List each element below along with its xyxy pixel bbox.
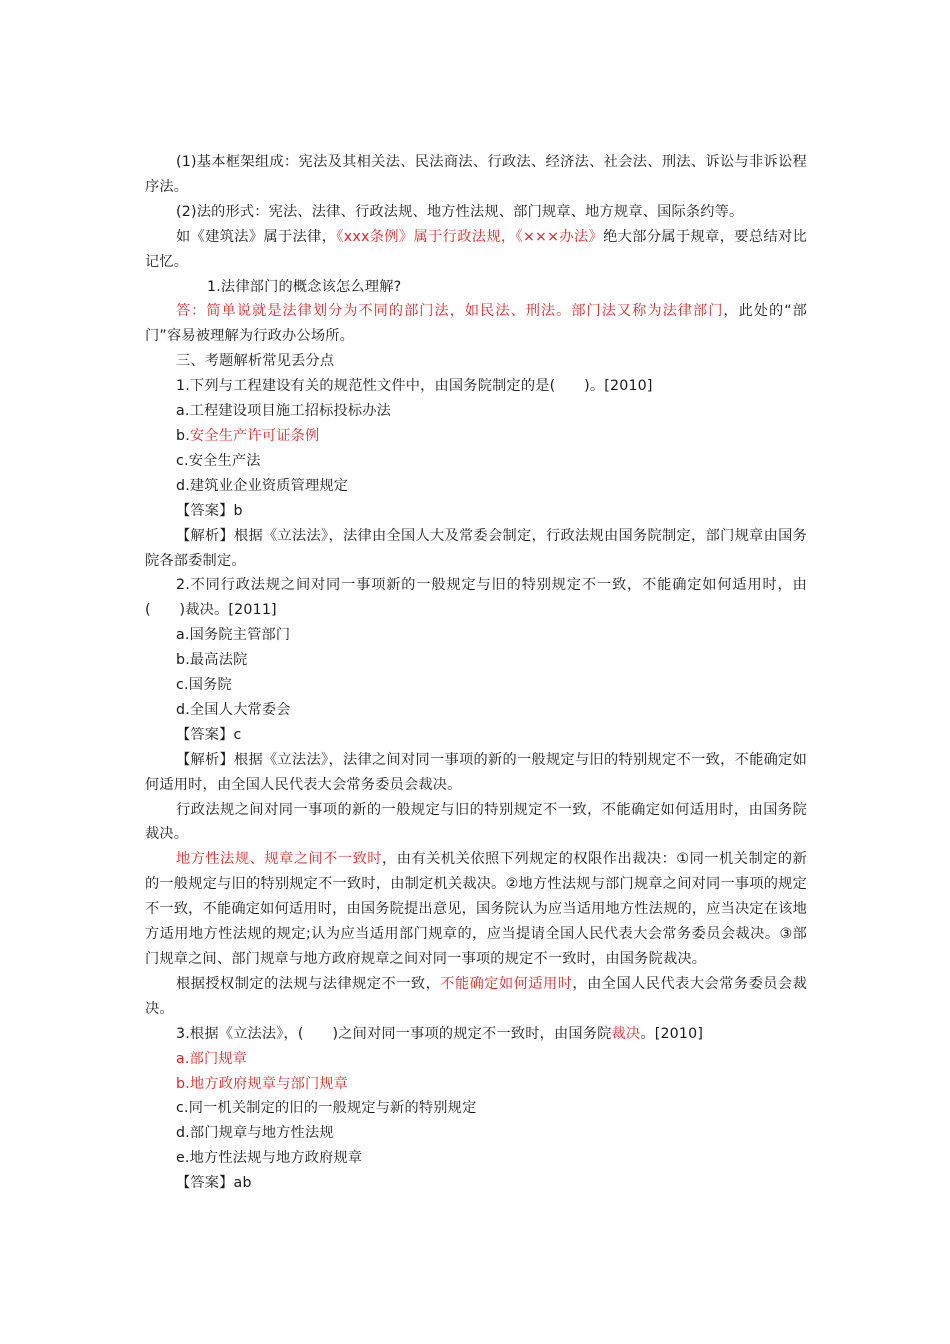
answer-dept-label: 答： [176,303,207,320]
q3-option-d: d.部门规章与地方性法规 [176,1125,334,1142]
paragraph-framework: (1)基本框架组成：宪法及其相关法、民法商法、行政法、经济法、社会法、刑法、诉讼与非诉讼程序法。 [145,154,807,195]
q3-answer: 【答案】ab [176,1175,252,1192]
q1-analysis: 【解析】根据《立法法》，法律由全国人大及常委会制定，行政法规由国务院制定，部门规章由国务院各部委制定。 [145,527,807,569]
q3-option-c: c.同一机关制定的旧的一般规定与新的特别规定 [176,1100,477,1117]
q1-option-a: a.工程建设项目施工招标投标办法 [176,403,392,420]
example-highlight: 《xxx条例》属于行政法规，《×××办法》 [336,228,604,245]
q1-stem: 1.下列与工程建设有关的规范性文件中，由国务院制定的是( )。[2010] [176,378,653,395]
q2-analysis-3-rest: ，由有关机关依照下列规定的权限作出裁决：①同一机关制定的新的一般规定与旧的特别规定不一致时，由制定机关裁决。②地方性法规与部门规章之间对同一事项的规定不一致，不能确定如何适用时，由国务院提出意见，国务院认为应当适用地方性法规的，应当决定在该地方适用地方性法规的规定;认为应当适用部门规章的，应当提请全国人民代表大会常务委员会裁决。③部门规章之间、部门规章与地方政府规章之间对同一事项的规定不一致时，由国务院裁决。 [145,851,807,967]
section-heading: 三、考题解析常见丢分点 [176,353,335,370]
q2-analysis-3-highlight: 地方性法规、规章之间不一致时 [176,851,383,868]
q2-analysis-4-start: 根据授权制定的法规与法律规定不一致， [176,975,441,992]
paragraph-example [145,225,807,275]
question-dept: 1.法律部门的概念该怎么理解? [207,278,402,295]
q3-option-b: b.地方政府规章与部门规章 [176,1075,349,1092]
q2-analysis-1: 【解析】根据《立法法》，法律之间对同一事项的新的一般规定与旧的特别规定不一致，不能确定如何适用时，由全国人民代表大会常务委员会裁决。 [145,751,807,793]
answer-dept-highlight: 简单说就是法律划分为不同的部门法，如民法、刑法。部门法又称为法律部门 [206,303,724,320]
example-text: 如《建筑法》属于法律， [176,228,337,245]
q1-option-b [145,424,807,449]
q1-option-b-text: 安全生产许可证条例 [189,427,320,444]
q3-stem-highlight: 裁决 [611,1025,641,1042]
answer-dept-rest: ，此处的“部门”容易被理解为行政办公场所。 [145,303,807,345]
q2-answer: 【答案】c [176,726,242,743]
q3-stem-start: 3.根据《立法法》，( )之间对同一事项的规定不一致时，由国务院 [176,1025,612,1042]
q1-option-d: d.建筑业企业资质管理规定 [176,477,349,494]
paragraph-forms: (2)法的形式：宪法、法律、行政法规、地方性法规、部门规章、地方规章、国际条约等。 [176,203,744,220]
q2-analysis-4-highlight: 不能确定如何适用时 [440,975,573,992]
q2-stem: 2.不同行政法规之间对同一事项新的一般规定与旧的特别规定不一致，不能确定如何适用时，由( )裁决。[2011] [145,577,807,619]
q1-answer: 【答案】b [176,502,243,519]
q1-option-b-prefix: b. [176,427,190,444]
q2-analysis-2: 行政法规之间对同一事项的新的一般规定与旧的特别规定不一致，不能确定如何适用时，由国务院裁决。 [145,801,807,843]
q2-option-d: d.全国人大常委会 [176,701,291,718]
q2-option-b: b.最高法院 [176,652,248,669]
q3-stem-end: 。[2010] [640,1025,704,1042]
q3-stem [145,1022,807,1047]
q2-analysis-4 [145,972,807,1022]
q2-analysis-3 [145,847,807,972]
example-text-end: 绝大部分属于规章，要总结对比记忆。 [145,228,807,270]
q3-option-e: e.地方性法规与地方政府规章 [176,1150,363,1167]
q2-option-c: c.国务院 [176,677,232,694]
document-body [145,150,807,1196]
answer-dept [145,299,807,349]
q3-option-a: a.部门规章 [176,1050,248,1067]
q2-analysis-4-end: ，由全国人民代表大会常务委员会裁决。 [145,975,808,1017]
q2-option-a: a.国务院主管部门 [176,627,291,644]
q1-option-c: c.安全生产法 [176,452,261,469]
